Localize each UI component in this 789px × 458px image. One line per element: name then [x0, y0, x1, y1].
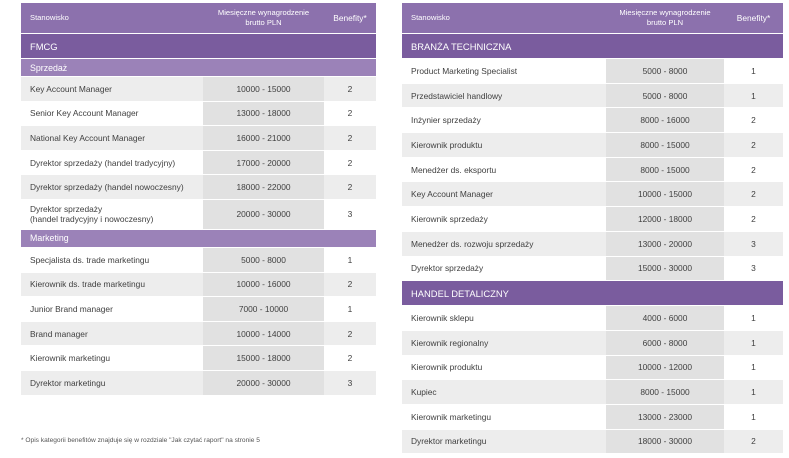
cell-benefits: 1 — [724, 83, 783, 108]
table-row — [402, 231, 783, 256]
table-row — [402, 59, 783, 84]
cell-position: National Key Account Manager — [21, 126, 203, 151]
cell-position: Dyrektor sprzedaży — [402, 256, 606, 281]
cell-position: Kierownik regionalny — [402, 330, 606, 355]
cell-position — [21, 199, 203, 229]
cell-benefits: 2 — [324, 272, 376, 297]
table-row — [21, 150, 376, 175]
table-row — [402, 256, 783, 281]
cell-position: Kierownik produktu — [402, 355, 606, 380]
cell-salary: 4000 - 6000 — [606, 306, 724, 331]
cell-position: Kierownik sklepu — [402, 306, 606, 331]
cell-salary: 13000 - 23000 — [606, 404, 724, 429]
cell-salary: 8000 - 15000 — [606, 133, 724, 158]
cell-position: Kierownik ds. trade marketingu — [21, 272, 203, 297]
cell-benefits: 1 — [724, 355, 783, 380]
table-row — [21, 101, 376, 126]
section-handel-detaliczny — [402, 281, 783, 454]
col-header-salary — [203, 3, 324, 34]
cell-salary: 15000 - 30000 — [606, 256, 724, 281]
cell-position: Kupiec — [402, 380, 606, 405]
cell-position: Junior Brand manager — [21, 297, 203, 322]
table-row — [402, 182, 783, 207]
cell-position: Dyrektor marketingu — [21, 370, 203, 395]
table-header — [21, 3, 376, 34]
cell-benefits: 1 — [324, 297, 376, 322]
cell-salary: 16000 - 21000 — [203, 126, 324, 151]
cell-position: Przedstawiciel handlowy — [402, 83, 606, 108]
table-row — [21, 247, 376, 272]
cell-salary: 8000 - 15000 — [606, 157, 724, 182]
table-row — [21, 346, 376, 371]
col-header-position: Stanowisko — [21, 3, 203, 34]
table-row — [21, 297, 376, 322]
cell-benefits: 2 — [724, 429, 783, 454]
section-title: HANDEL DETALICZNY — [402, 281, 783, 306]
cell-salary: 15000 - 18000 — [203, 346, 324, 371]
cell-position: Inżynier sprzedaży — [402, 108, 606, 133]
cell-benefits: 2 — [324, 77, 376, 102]
cell-position: Brand manager — [21, 321, 203, 346]
table-row — [21, 321, 376, 346]
cell-salary: 10000 - 16000 — [203, 272, 324, 297]
salary-table-left — [21, 3, 376, 396]
cell-benefits: 3 — [724, 231, 783, 256]
cell-salary: 8000 - 15000 — [606, 380, 724, 405]
table-row — [21, 126, 376, 151]
cell-benefits: 2 — [724, 157, 783, 182]
cell-salary: 10000 - 15000 — [606, 182, 724, 207]
cell-position: Key Account Manager — [402, 182, 606, 207]
cell-position: Menedżer ds. rozwoju sprzedaży — [402, 231, 606, 256]
cell-benefits: 1 — [724, 380, 783, 405]
cell-salary: 10000 - 14000 — [203, 321, 324, 346]
section-title: FMCG — [21, 34, 376, 59]
col-header-benefits: Benefity* — [724, 3, 783, 34]
table-row — [21, 77, 376, 102]
table-row — [402, 355, 783, 380]
cell-benefits: 1 — [724, 306, 783, 331]
cell-salary: 13000 - 20000 — [606, 231, 724, 256]
col-header-position: Stanowisko — [402, 3, 606, 34]
cell-benefits: 2 — [724, 207, 783, 232]
cell-salary: 6000 - 8000 — [606, 330, 724, 355]
cell-benefits: 2 — [724, 108, 783, 133]
subsection-title: Marketing — [21, 229, 376, 247]
col-header-salary-text: Miesięczne wynagrodzenie brutto PLN — [619, 8, 711, 27]
cell-salary: 8000 - 16000 — [606, 108, 724, 133]
table-row — [21, 175, 376, 200]
cell-benefits: 3 — [324, 199, 376, 229]
table-row — [21, 370, 376, 395]
cell-benefits: 3 — [724, 256, 783, 281]
cell-position: Kierownik produktu — [402, 133, 606, 158]
table-row — [402, 157, 783, 182]
cell-benefits: 2 — [324, 346, 376, 371]
cell-salary: 10000 - 12000 — [606, 355, 724, 380]
table-row — [21, 199, 376, 229]
cell-salary: 13000 - 18000 — [203, 101, 324, 126]
cell-position: Dyrektor marketingu — [402, 429, 606, 454]
table-row — [402, 330, 783, 355]
cell-salary: 18000 - 30000 — [606, 429, 724, 454]
cell-position: Kierownik marketingu — [21, 346, 203, 371]
section-branza-techniczna — [402, 34, 783, 281]
table-row — [402, 404, 783, 429]
section-header — [21, 34, 376, 59]
subsection-header — [21, 59, 376, 77]
cell-position-text: Dyrektor sprzedaży (handel tradycyjny i nowoczesny) — [30, 204, 154, 225]
footnote: * Opis kategorii benefitów znajduje się w rozdziale "Jak czytać raport" na stronie 5 — [21, 437, 260, 444]
cell-benefits: 1 — [324, 247, 376, 272]
cell-benefits: 3 — [324, 370, 376, 395]
cell-benefits: 1 — [724, 59, 783, 84]
cell-benefits: 2 — [324, 126, 376, 151]
cell-position: Specjalista ds. trade marketingu — [21, 247, 203, 272]
section-title: BRANŻA TECHNICZNA — [402, 34, 783, 59]
cell-position: Kierownik marketingu — [402, 404, 606, 429]
section-marketing — [21, 229, 376, 395]
cell-salary: 20000 - 30000 — [203, 199, 324, 229]
cell-benefits: 2 — [324, 175, 376, 200]
cell-salary: 7000 - 10000 — [203, 297, 324, 322]
cell-salary: 10000 - 15000 — [203, 77, 324, 102]
table-row — [402, 108, 783, 133]
table-row — [402, 133, 783, 158]
cell-position: Key Account Manager — [21, 77, 203, 102]
section-header — [402, 281, 783, 306]
cell-benefits: 2 — [324, 101, 376, 126]
subsection-header — [21, 229, 376, 247]
cell-salary: 5000 - 8000 — [203, 247, 324, 272]
table-row — [402, 306, 783, 331]
col-header-salary — [606, 3, 724, 34]
cell-position: Senior Key Account Manager — [21, 101, 203, 126]
section-header — [402, 34, 783, 59]
table-row — [402, 429, 783, 454]
table-row — [402, 207, 783, 232]
cell-salary: 17000 - 20000 — [203, 150, 324, 175]
subsection-title: Sprzedaż — [21, 59, 376, 77]
cell-benefits: 2 — [324, 150, 376, 175]
cell-salary: 18000 - 22000 — [203, 175, 324, 200]
cell-salary: 20000 - 30000 — [203, 370, 324, 395]
salary-table-right — [402, 3, 783, 454]
table-row — [21, 272, 376, 297]
cell-benefits: 1 — [724, 404, 783, 429]
table-header — [402, 3, 783, 34]
cell-position: Dyrektor sprzedaży (handel nowoczesny) — [21, 175, 203, 200]
cell-salary: 5000 - 8000 — [606, 83, 724, 108]
cell-benefits: 2 — [724, 133, 783, 158]
col-header-salary-text: Miesięczne wynagrodzenie brutto PLN — [217, 8, 310, 27]
cell-position: Dyrektor sprzedaży (handel tradycyjny) — [21, 150, 203, 175]
table-row — [402, 83, 783, 108]
table-row — [402, 380, 783, 405]
cell-position: Kierownik sprzedaży — [402, 207, 606, 232]
cell-salary: 12000 - 18000 — [606, 207, 724, 232]
cell-benefits: 2 — [724, 182, 783, 207]
cell-salary: 5000 - 8000 — [606, 59, 724, 84]
cell-position: Product Marketing Specialist — [402, 59, 606, 84]
cell-benefits: 1 — [724, 330, 783, 355]
section-fmcg — [21, 34, 376, 230]
col-header-benefits: Benefity* — [324, 3, 376, 34]
cell-benefits: 2 — [324, 321, 376, 346]
cell-position: Menedżer ds. eksportu — [402, 157, 606, 182]
